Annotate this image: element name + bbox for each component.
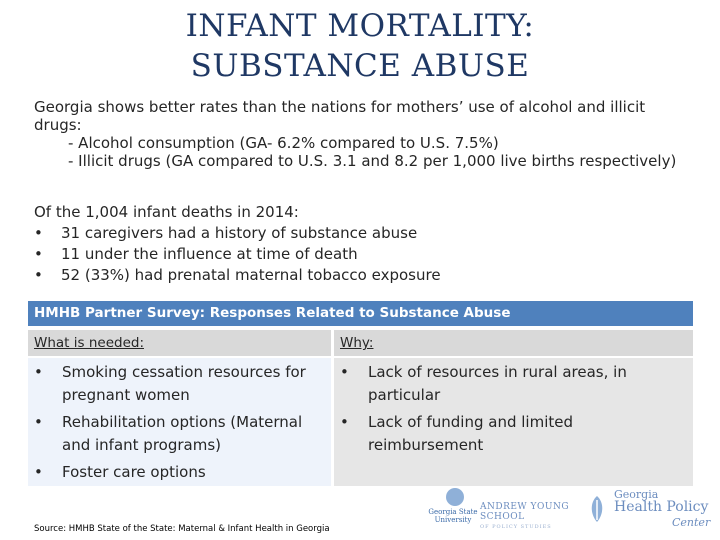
flame-icon — [446, 488, 464, 506]
infant-deaths-section — [34, 202, 694, 286]
list-item: • Lack of funding and limited reimbursement — [340, 413, 573, 454]
intro-item-drugs: - Illicit drugs (GA compared to U.S. 3.1 and 8.2 per 1,000 live births respectively) — [68, 152, 677, 170]
list-item: • 31 caregivers had a history of substance abuse — [34, 224, 418, 242]
list-item: • Lack of resources in rural areas, in particular — [340, 363, 627, 404]
bullet-icon: • — [34, 245, 43, 263]
leaf-icon — [586, 494, 608, 524]
page-title — [0, 6, 720, 86]
ghpc-logo: Georgia Health Policy Center — [586, 488, 716, 536]
bullet-icon: • — [34, 266, 43, 284]
gsu-logo: Georgia State University — [428, 488, 478, 526]
deaths-list — [34, 223, 694, 286]
list-item: • Foster care options — [28, 461, 331, 484]
bullet-icon: • — [34, 413, 43, 431]
list-item: • 11 under the influence at time of death — [34, 245, 358, 263]
needed-heading: What is needed: — [28, 330, 331, 356]
bullet-icon: • — [340, 413, 349, 431]
logos — [428, 488, 718, 538]
bullet-icon: • — [34, 463, 43, 481]
intro-item-alcohol: - Alcohol consumption (GA- 6.2% compared to U.S. 7.5%) — [68, 134, 499, 152]
intro-text: Georgia shows better rates than the nations for mothers’ use of alcohol and illicit drugs: — [34, 98, 646, 134]
bullet-icon: • — [34, 224, 43, 242]
title-line-2: SUBSTANCE ABUSE — [190, 48, 530, 84]
bullet-icon: • — [34, 363, 43, 381]
deaths-heading: Of the 1,004 infant deaths in 2014: — [34, 203, 299, 221]
intro-section — [34, 98, 694, 170]
source-note: Source: HMHB State of the State: Maternal & Infant Health in Georgia — [34, 524, 330, 534]
needed-column — [28, 358, 331, 486]
why-heading: Why: — [334, 330, 693, 356]
bullet-icon: • — [340, 363, 349, 381]
why-column — [334, 358, 693, 486]
list-item: • Rehabilitation options (Maternal and infant programs) — [34, 413, 303, 454]
list-item: • Smoking cessation resources for pregnant women — [34, 363, 306, 404]
ays-logo: ANDREW YOUNG SCHOOL OF POLICY STUDIES — [480, 502, 570, 530]
title-line-1: INFANT MORTALITY: — [185, 8, 535, 44]
list-item: • 52 (33%) had prenatal maternal tobacco exposure — [34, 266, 441, 284]
survey-header: HMHB Partner Survey: Responses Related to Substance Abuse — [28, 301, 693, 326]
